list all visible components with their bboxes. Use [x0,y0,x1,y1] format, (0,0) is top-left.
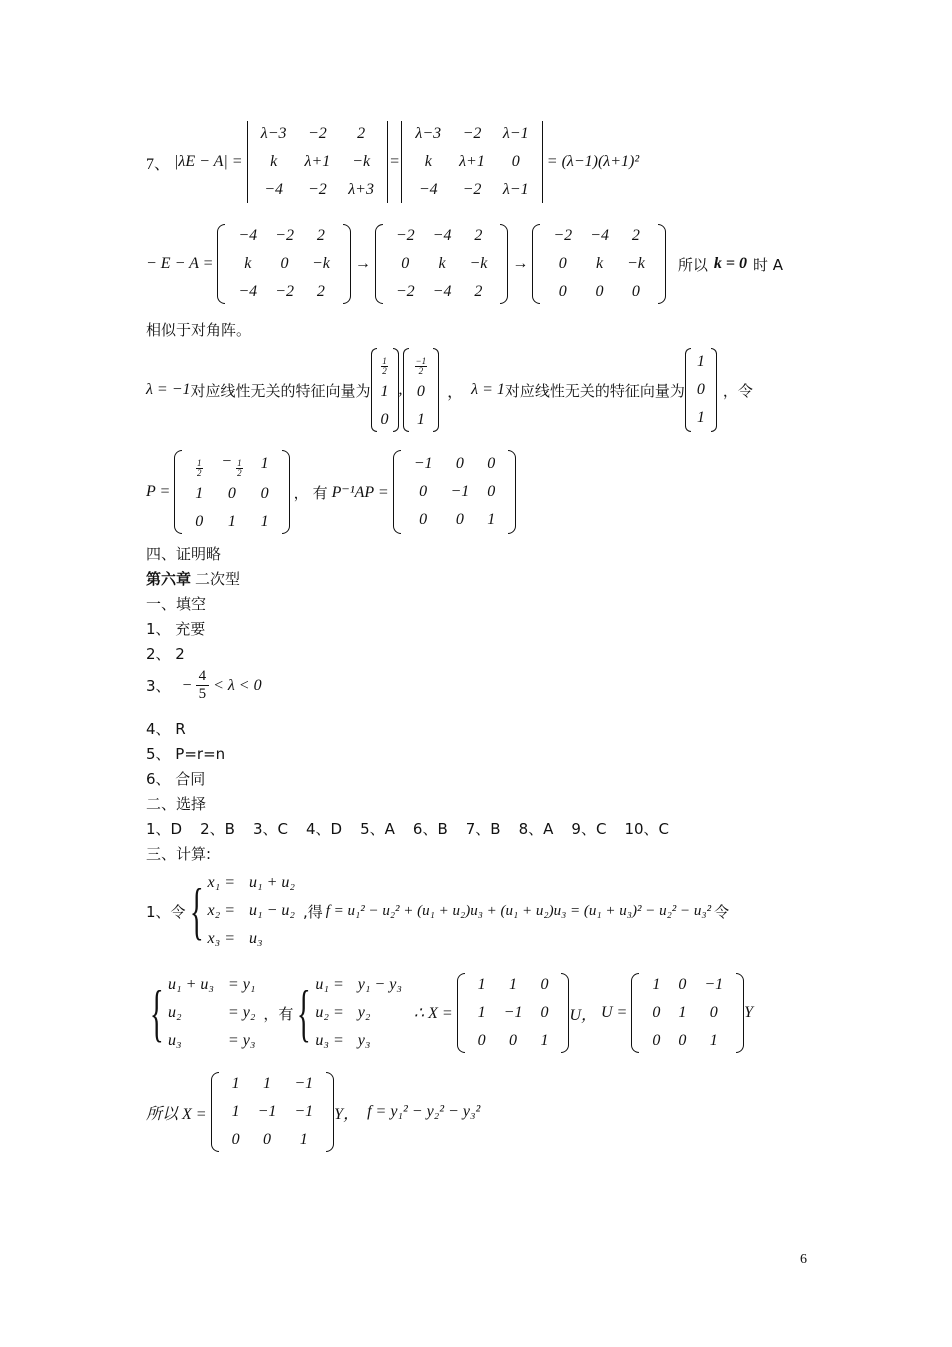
page-number: 6 [800,1252,807,1267]
m1-cell-2-0: −4 [238,283,258,300]
det2-cell-0-2: λ−1 [502,125,529,142]
sys1-cell-0-1: u₁ + u₂ [249,874,295,891]
choice-8: 8、A [518,820,554,838]
eig-pos-text: 对应线性无关的特征向量为 [504,381,685,400]
det2-cell-2-0: −4 [418,181,438,198]
section-calc: 三、计算: [146,845,212,863]
row-reduction: − E − A = −4 −2 2 k 0 −k −4 −2 2 → −2 −4 2 0 k −k −2 −4 2 → −2 −4 2 0 k −k 0 0 0 所以 k = 0 时 A [146,222,783,306]
mx-cell-0-1: 1 [509,976,518,993]
m2-cell-1-1: k [438,255,446,272]
det1-cell-2-1: −2 [307,181,327,198]
mf-cell-2-1: 0 [262,1131,271,1148]
mf-cell-1-1: −1 [257,1103,277,1120]
matrix-x [457,971,570,1055]
choice-answers [146,819,687,839]
mu-cell-2-0: 0 [652,1032,661,1049]
mf-cell-0-1: 1 [262,1075,271,1092]
mf-cell-0-0: 1 [231,1075,240,1092]
eigvec-2: $\frac{-1}{2}$ 0 1 [403,346,440,434]
m1-cell-0-0: −4 [238,227,258,244]
f-expr: f = u₁² − u₂² + (u₁ + u₂)u₃ + (u₁ + u₂)u₃ = (u₁ + u₃)² − u₂² − u₃² [325,902,712,919]
m2-cell-2-2: 2 [474,283,483,300]
sys2-cell-1-0: u₂ [168,1004,182,1021]
eigvec-1: $\frac{1}{2}$ 1 0 [371,346,399,434]
matrix-d [393,450,517,534]
fill-3: 3、 − $\frac{4}{5}$ < λ < 0 [146,668,262,702]
det1-cell-0-2: 2 [357,125,366,142]
sys2-cell-2-1: = y₃ [227,1032,256,1049]
det2-cell-1-0: k [424,153,432,170]
det1-cell-2-0: −4 [264,181,284,198]
mx-cell-0-0: 1 [477,976,486,993]
sys1-cell-2-1: u₃ [249,930,263,947]
chapter-heading [146,569,240,590]
m2-cell-0-1: −4 [432,227,452,244]
calc-line-2: { u₁ + u₃ = y₁ u₂ = y₂ u₃ = y₃ ，有 { u₁ = y₁ − y₃ u₂ = y₂ u₃ = y₃ ∴ X = 1 1 0 1 −1 0 0 0 1 U， U = 1 0 −1 0 1 0 0 0 1 Y [146,970,753,1056]
m1-cell-2-2: 2 [316,283,325,300]
fill3-fraction: $\frac{4}{5}$ [196,668,210,703]
matrix-m3 [532,222,666,306]
m1-cell-1-0: k [244,255,252,272]
mu-cell-0-1: 0 [678,976,687,993]
fill-6: 6、 合同 [146,770,206,788]
mu-cell-1-0: 0 [652,1004,661,1021]
mu-cell-2-1: 0 [678,1032,687,1049]
m3-cell-0-1: −4 [590,227,609,244]
det1-cell-1-2: −k [352,153,371,170]
d-cell-2-0: 0 [419,511,428,528]
section-fill: 一、填空 [146,595,207,613]
neg-lhs: − E − A = [146,255,214,272]
m3-cell-0-0: −2 [553,227,573,244]
mf-cell-2-2: 1 [299,1131,308,1148]
mu-cell-0-0: 1 [652,976,661,993]
sys1-cell-1-1: u₁ − u₂ [249,902,295,919]
sys3 [307,970,409,1056]
matrix-m2 [375,222,509,306]
eigenvector-line: λ = −1 对应线性无关的特征向量为 $\frac{1}{2}$ 1 0 , $\frac{-1}{2}$ 0 1 ， λ = 1 对应线性无关的特征向量为 1 0 1 ， 令 [146,346,753,434]
det1-cell-1-0: k [270,153,278,170]
sys3-cell-1-0: u₂ = [315,1004,344,1021]
m3-cell-0-2: 2 [631,227,640,244]
det2-cell-2-1: −2 [462,181,482,198]
choice-7: 7、B [465,820,501,838]
conclusion-b: 时 A [753,255,784,274]
sys2-cell-0-0: u₁ + u₃ [168,976,214,993]
det1-cell-2-2: λ+3 [348,181,374,198]
calc-line-3: 所以 X = 1 1 −1 1 −1 −1 0 0 1 Y， f = y₁² − y₂² − y₃² [146,1070,480,1154]
m2-cell-0-2: 2 [474,227,483,244]
m1-cell-1-2: −k [311,255,330,272]
mx-cell-2-2: 1 [540,1032,549,1049]
section-choice: 二、选择 [146,795,207,813]
det2-grid [406,120,537,204]
m2-cell-2-1: −4 [432,283,452,300]
m3-cell-1-2: −k [626,255,645,272]
mx-cell-2-0: 0 [477,1032,486,1049]
p-label: P = [146,483,171,500]
choice-9: 9、C [571,820,607,838]
det2-cell-1-2: 0 [511,153,520,170]
m1-cell-0-2: 2 [316,227,325,244]
sys1-cell-2-0: x₃ = [207,930,236,947]
mu-cell-2-2: 1 [709,1032,718,1049]
det2-cell-0-0: λ−3 [415,125,442,142]
sys3-cell-2-0: u₃ = [315,1032,344,1049]
sys2-cell-0-1: = y₁ [227,976,256,993]
choice-5: 5、A [360,820,395,838]
det-result: = (λ−1)(λ+1)² [546,153,640,170]
choice-3: 3、C [252,820,288,838]
fill-1: 1、 充要 [146,620,206,638]
choice-1: 1、D [146,820,183,838]
det2-cell-0-1: −2 [462,125,482,142]
chapter-title: 二次型 [195,570,241,588]
m2-cell-2-0: −2 [395,283,415,300]
choice-10: 10、C [624,820,669,838]
p-matrix-line: P = $\frac{1}{2}$ − $\frac{1}{2}$ 1 1 0 0 0 1 1 ， 有 P⁻¹AP = −1 0 0 0 −1 0 0 0 1 [146,448,516,536]
matrix-m1 [217,222,351,306]
sys2-cell-2-0: u₃ [168,1032,182,1049]
choice-4: 4、D [305,820,343,838]
mu-cell-1-1: 1 [678,1004,687,1021]
sys1 [200,868,303,954]
mx-cell-2-1: 0 [509,1032,518,1049]
mx-cell-1-1: −1 [503,1004,523,1021]
conclusion-a: 所以 [677,255,708,274]
similar-line: 相似于对角阵。 [146,321,252,339]
matrix-final [211,1070,335,1154]
det2-cell-2-2: λ−1 [502,181,529,198]
d-cell-0-0: −1 [413,455,433,472]
fill-5: 5、 P=r=n [146,745,226,763]
m1-cell-1-1: 0 [280,255,289,272]
sys2 [160,970,263,1056]
m3-cell-2-1: 0 [595,283,604,300]
m3-cell-2-0: 0 [558,283,567,300]
sys2-cell-1-1: = y₂ [227,1004,256,1021]
d-cell-2-1: 0 [455,511,464,528]
m2-cell-1-0: 0 [401,255,410,272]
d-cell-2-2: 1 [487,511,496,528]
item7-label: 7、 [146,155,171,173]
eigvec-3: 1 0 1 [685,348,717,432]
choice-6: 6、B [412,820,448,838]
d-cell-1-1: −1 [450,483,470,500]
m3-cell-1-1: k [596,255,604,272]
mx-cell-1-0: 1 [477,1004,486,1021]
fill-4: 4、 R [146,720,186,738]
m1-cell-0-1: −2 [275,227,294,244]
matrix-u [631,971,744,1055]
m3-cell-2-2: 0 [631,283,640,300]
proof-line: 四、证明略 [146,545,222,563]
final-f: f = y₁² − y₂² − y₃² [367,1103,481,1120]
d-cell-0-2: 0 [487,455,496,472]
sys3-cell-2-1: y₃ [357,1032,371,1049]
mx-cell-0-2: 0 [540,976,549,993]
calc-line-1: 1、令 { x₁ = u₁ + u₂ x₂ = u₁ − u₂ x₃ = u₃ ,得 f = u₁² − u₂² + (u₁ + u₂)u₃ + (u₁ + u₂)u₃ = (u₁ + u₃)² − u₂² − u₃² 令 [146,868,729,954]
eig-neg-label: λ = −1 [146,381,191,398]
ling-text: 令 [737,381,753,400]
sys1-cell-1-0: x₂ = [207,902,236,919]
mu-cell-0-2: −1 [704,976,724,993]
choice-2: 2、B [200,820,235,838]
has-text: 有 [312,483,328,502]
pap-label: P⁻¹AP = [331,484,389,501]
fill-2: 2、 2 [146,645,185,663]
m3-cell-1-0: 0 [558,255,567,272]
det1-grid [252,120,383,204]
det-matrix-2 [401,120,543,204]
mx-cell-1-2: 0 [540,1004,549,1021]
det-equation: 7、 |λE − A| = λ−3 −2 2 k λ+1 −k −4 −2 λ+3 = λ−3 −2 λ−1 k λ+1 0 −4 −2 λ−1 = (λ−1)(λ+1)² [146,120,639,204]
d-cell-1-0: 0 [419,483,428,500]
conclusion-cond: k = 0 [713,255,747,272]
det2-cell-1-1: λ+1 [459,153,485,170]
sys1-cell-0-0: x₁ = [207,874,236,891]
sys3-cell-0-1: y₁ − y₃ [357,976,402,993]
det-matrix-1 [247,120,389,204]
m2-cell-1-2: −k [469,255,488,272]
mf-cell-1-0: 1 [231,1103,240,1120]
matrix-p: $\frac{1}{2}$ − $\frac{1}{2}$ 1 1 0 0 0 1 1 [174,448,289,536]
eig-neg-text: 对应线性无关的特征向量为 [190,381,371,400]
mf-cell-0-2: −1 [294,1075,314,1092]
chapter-bold: 第六章 [146,570,192,588]
sys3-cell-1-1: y₂ [357,1004,371,1021]
sys3-cell-0-0: u₁ = [315,976,344,993]
eig-pos-label: λ = 1 [471,381,505,398]
m2-cell-0-0: −2 [395,227,415,244]
det1-cell-0-0: λ−3 [260,125,287,142]
m1-cell-2-1: −2 [275,283,294,300]
d-cell-0-1: 0 [455,455,464,472]
mu-cell-1-2: 0 [709,1004,718,1021]
d-cell-1-2: 0 [487,483,496,500]
mf-cell-1-2: −1 [294,1103,314,1120]
det1-cell-0-1: −2 [307,125,327,142]
det1-cell-1-1: λ+1 [304,153,331,170]
det-lhs: |λE − A| = [174,153,243,170]
mf-cell-2-0: 0 [231,1131,240,1148]
